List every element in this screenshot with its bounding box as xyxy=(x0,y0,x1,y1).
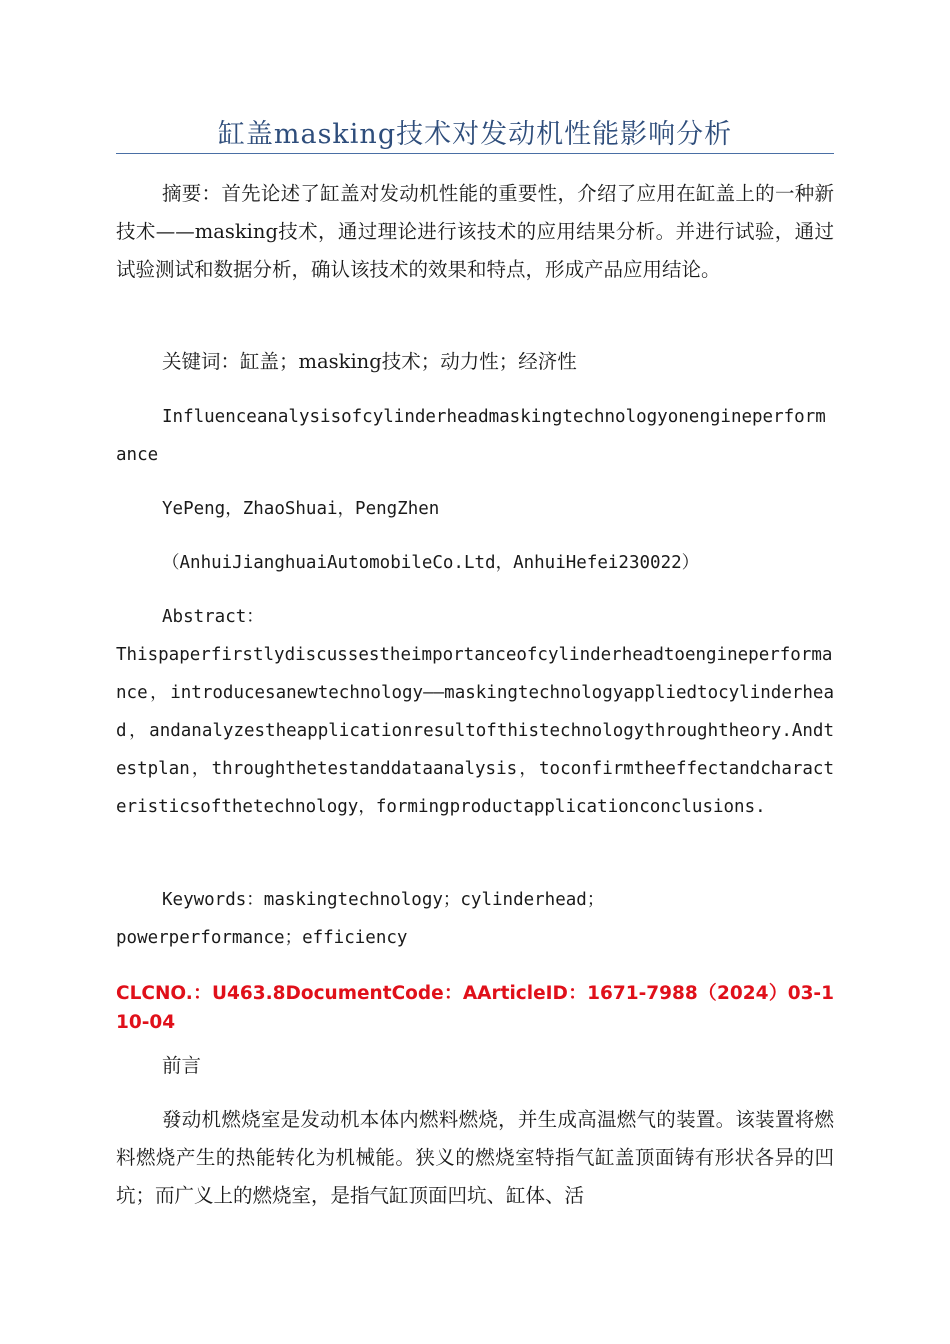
abstract-english-label: Abstract： xyxy=(162,607,264,627)
abstract-english: Thispaperfirstlydiscussestheimportanceofcylinderheadtoengineperformance，introducesanewtechnology——maskingtechnologyappliedtocylinderhead，andanalyzestheapplicationresultofthistechnologythroughtheory.Andtestplan，throughthetestanddataanalysis，toconfirmtheeffectandcharacteristicsofthetechnology，formingproductapplicationconclusions. xyxy=(116,645,834,817)
keywords-english-line1: Keywords：maskingtechnology；cylinderhead； xyxy=(162,890,605,910)
section-heading-preface: 前言 xyxy=(162,1054,202,1077)
classification-info: CLCNO.：U463.8DocumentCode：AArticleID：1671-7988（2024）03-110-04 xyxy=(116,983,834,1033)
keywords-english-line2: powerperformance；efficiency xyxy=(116,928,408,948)
authors: YePeng，ZhaoShuai，PengZhen xyxy=(162,499,440,519)
body-paragraph: 發动机燃烧室是发动机本体内燃料燃烧，并生成高温燃气的装置。该装置将燃料燃烧产生的热能转化为机械能。狭义的燃烧室特指气缸盖顶面铸有形状各异的凹坑；而广义上的燃烧室，是指气缸顶面凹坑、缸体、活 xyxy=(116,1108,834,1207)
title-underline xyxy=(116,153,834,154)
abstract-chinese: 摘要：首先论述了缸盖对发动机性能的重要性，介绍了应用在缸盖上的一种新技术——masking技术，通过理论进行该技术的应用结果分析。并进行试验，通过试验测试和数据分析，确认该技术的效果和特点，形成产品应用结论。 xyxy=(116,182,834,281)
paper-title: 缸盖masking技术对发动机性能影响分析 xyxy=(217,119,733,150)
keywords-chinese: 关键词：缸盖；masking技术；动力性；经济性 xyxy=(162,350,577,373)
affiliation: （AnhuiJianghuaiAutomobileCo.Ltd，AnhuiHefei230022） xyxy=(162,553,700,573)
english-title: Influenceanalysisofcylinderheadmaskingtechnologyonengineperformance xyxy=(116,407,826,465)
